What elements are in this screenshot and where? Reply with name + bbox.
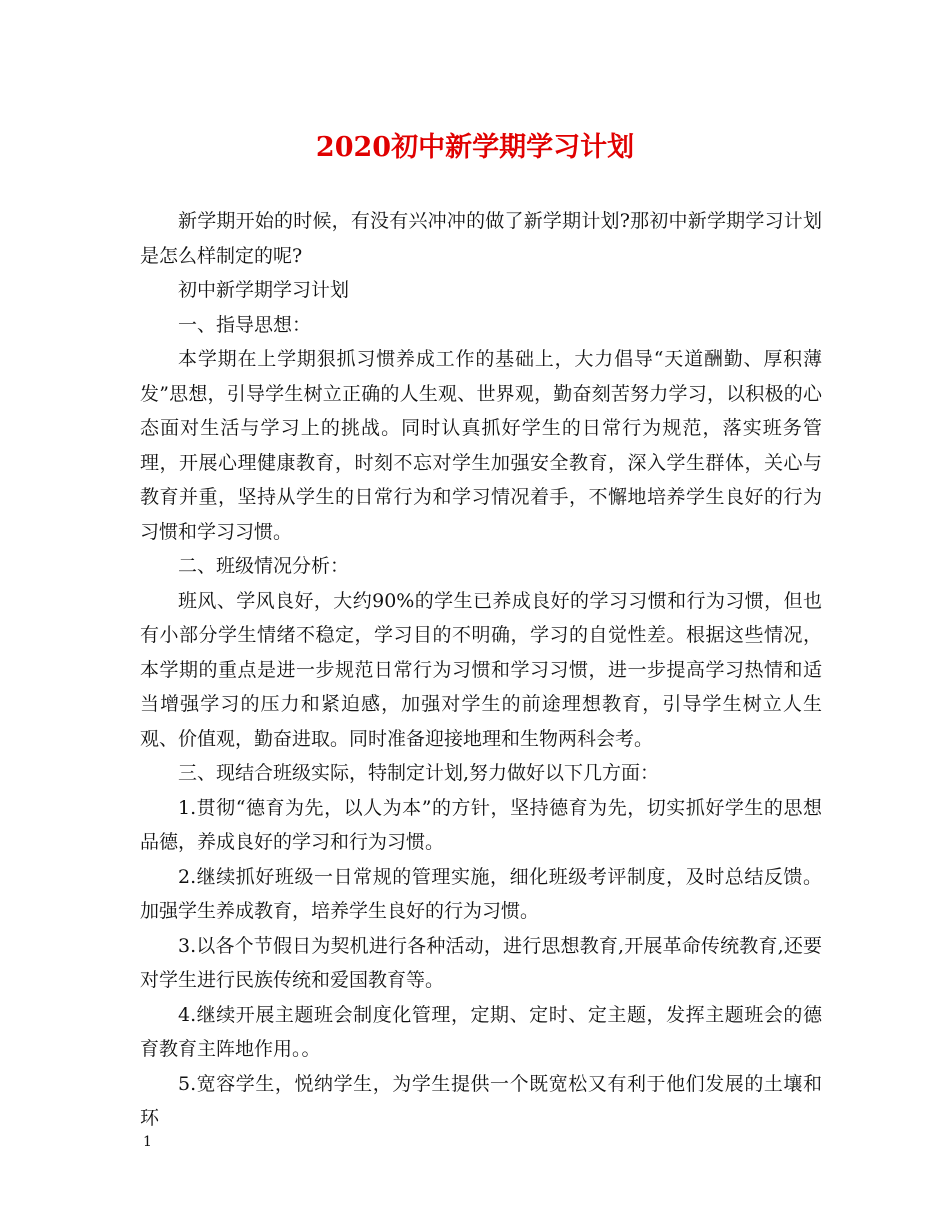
plan-item-5: 5.宽容学生，悦纳学生，为学生提供一个既宽松又有利于他们发展的土壤和环 [140, 1072, 822, 1129]
plan-item-3: 3.以各个节假日为契机进行各种活动，进行思想教育,开展革命传统教育,还要对学生进行民族传统和爱国教育等。 [140, 934, 822, 991]
document-title: 2020初中新学期学习计划 [315, 132, 635, 163]
section-heading-class-analysis: 二、班级情况分析： [178, 555, 350, 577]
plan-item-1: 1.贯彻“德育为先，以人为本”的方针，坚持德育为先，切实抓好学生的思想品德，养成良好的学习和行为习惯。 [140, 796, 822, 853]
paragraph-intro: 新学期开始的时候，有没有兴冲冲的做了新学期计划?那初中新学期学习计划是怎么样制定的呢? [140, 210, 822, 267]
plan-item-2: 2.继续抓好班级一日常规的管理实施，细化班级考评制度，及时总结反馈。加强学生养成教育，培养学生良好的行为习惯。 [140, 865, 822, 922]
section-heading-guiding-thought: 一、指导思想： [178, 313, 312, 336]
paragraph-class-analysis: 班风、学风良好，大约90%的学生已养成良好的学习习惯和行为习惯，但也有小部分学生情绪不稳定，学习目的不明确，学习的自觉性差。根据这些情况，本学期的重点是进一步规范日常行为习惯和学习习惯，进一步提高学习热情和适当增强学习的压力和紧迫感，加强对学生的前途理想教育，引导学生树立人生观、价值观，勤奋进取。同时准备迎接地理和生物两科会考。 [140, 589, 822, 750]
document-body [140, 204, 822, 1136]
page-number: 1 [143, 1134, 152, 1150]
paragraph-subtitle: 初中新学期学习计划 [178, 279, 350, 301]
plan-item-4: 4.继续开展主题班会制度化管理，定期、定时、定主题，发挥主题班会的德育教育主阵地作用。。 [140, 1003, 822, 1060]
paragraph-guiding-thought: 本学期在上学期狠抓习惯养成工作的基础上，大力倡导“天道酬勤、厚积薄发”思想，引导学生树立正确的人生观、世界观，勤奋刻苦努力学习，以积极的心态面对生活与学习上的挑战。同时认真抓好学生的日常行为规范，落实班务管理，开展心理健康教育，时刻不忘对学生加强安全教育，深入学生群体，关心与教育并重，坚持从学生的日常行为和学习情况着手，不懈地培养学生良好的行为习惯和学习习惯。 [140, 348, 822, 543]
section-heading-plan: 三、现结合班级实际，特制定计划,努力做好以下几方面： [178, 762, 660, 784]
